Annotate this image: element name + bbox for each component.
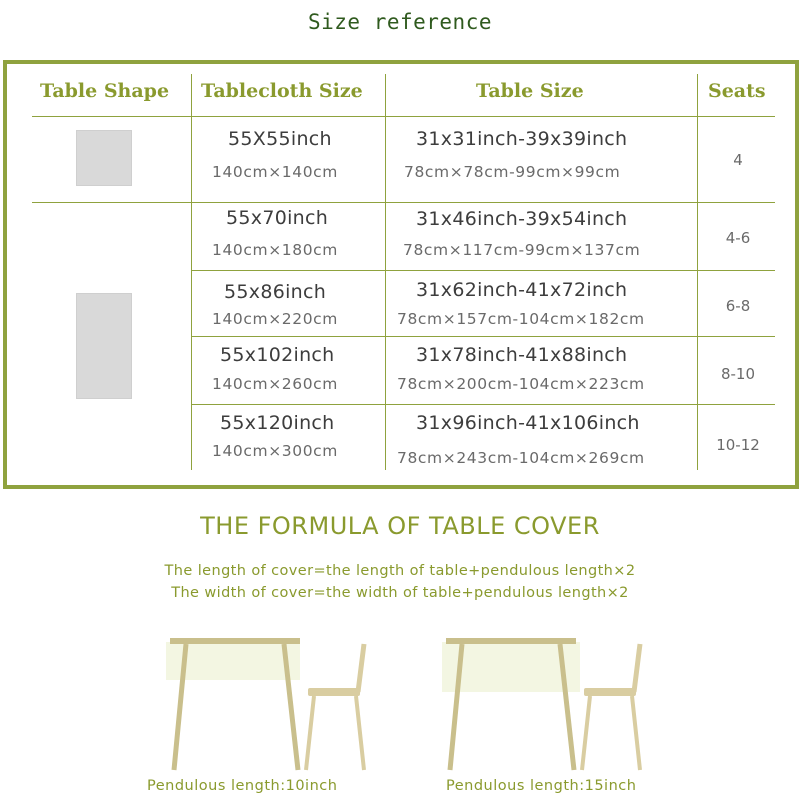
pendulous-caption: Pendulous length:10inch <box>147 778 338 794</box>
grid-divider <box>32 116 775 117</box>
grid-divider <box>32 202 775 203</box>
grid-divider <box>191 74 192 470</box>
seats-count: 10-12 <box>716 436 760 454</box>
tablecloth-size-inch: 55x102inch <box>220 344 335 366</box>
seats-count: 4-6 <box>725 229 751 247</box>
table-size-inch: 31x31inch-39x39inch <box>416 128 628 150</box>
rectangle-table-shape <box>76 293 132 399</box>
formula-width-line: The width of cover=the width of table+pendulous length×2 <box>171 585 629 601</box>
seats-count: 4 <box>733 151 743 169</box>
tablecloth-size-cm: 140cm×140cm <box>212 163 338 181</box>
grid-divider <box>191 404 775 405</box>
table-size-cm: 78cm×243cm-104cm×269cm <box>397 449 645 467</box>
table-size-cm: 78cm×157cm-104cm×182cm <box>397 310 645 328</box>
table-size-cm: 78cm×78cm-99cm×99cm <box>404 163 621 181</box>
grid-divider <box>697 74 698 470</box>
table-size-cm: 78cm×200cm-104cm×223cm <box>397 375 645 393</box>
seats-count: 6-8 <box>725 297 751 315</box>
table-with-chair-icon <box>436 630 656 775</box>
formula-length-line: The length of cover=the length of table+pendulous length×2 <box>164 563 636 579</box>
header-table-shape: Table Shape <box>40 80 170 102</box>
table-size-inch: 31x46inch-39x54inch <box>416 208 628 230</box>
table-size-inch: 31x78inch-41x88inch <box>416 344 628 366</box>
grid-divider <box>191 270 775 271</box>
table-size-inch: 31x62inch-41x72inch <box>416 279 628 301</box>
square-table-shape <box>76 130 132 186</box>
tablecloth-size-inch: 55x70inch <box>226 207 329 229</box>
header-seats: Seats <box>708 80 766 102</box>
tablecloth-size-cm: 140cm×260cm <box>212 375 338 393</box>
formula-title: THE FORMULA OF TABLE COVER <box>200 512 600 540</box>
tablecloth-size-cm: 140cm×300cm <box>212 442 338 460</box>
grid-divider <box>191 336 775 337</box>
grid-divider <box>385 74 386 470</box>
header-tablecloth-size: Tablecloth Size <box>201 80 363 102</box>
table-size-inch: 31x96inch-41x106inch <box>416 412 640 434</box>
pendulous-caption: Pendulous length:15inch <box>446 778 637 794</box>
size-table-frame <box>3 60 799 489</box>
tablecloth-size-cm: 140cm×180cm <box>212 241 338 259</box>
table-with-chair-icon <box>160 630 380 775</box>
header-table-size: Table Size <box>476 80 584 102</box>
tablecloth-size-inch: 55x120inch <box>220 412 335 434</box>
page-title: Size reference <box>307 10 492 34</box>
tablecloth-size-cm: 140cm×220cm <box>212 310 338 328</box>
tablecloth-size-inch: 55X55inch <box>228 128 332 150</box>
tablecloth-size-inch: 55x86inch <box>224 281 327 303</box>
table-size-cm: 78cm×117cm-99cm×137cm <box>403 241 641 259</box>
seats-count: 8-10 <box>720 365 756 383</box>
